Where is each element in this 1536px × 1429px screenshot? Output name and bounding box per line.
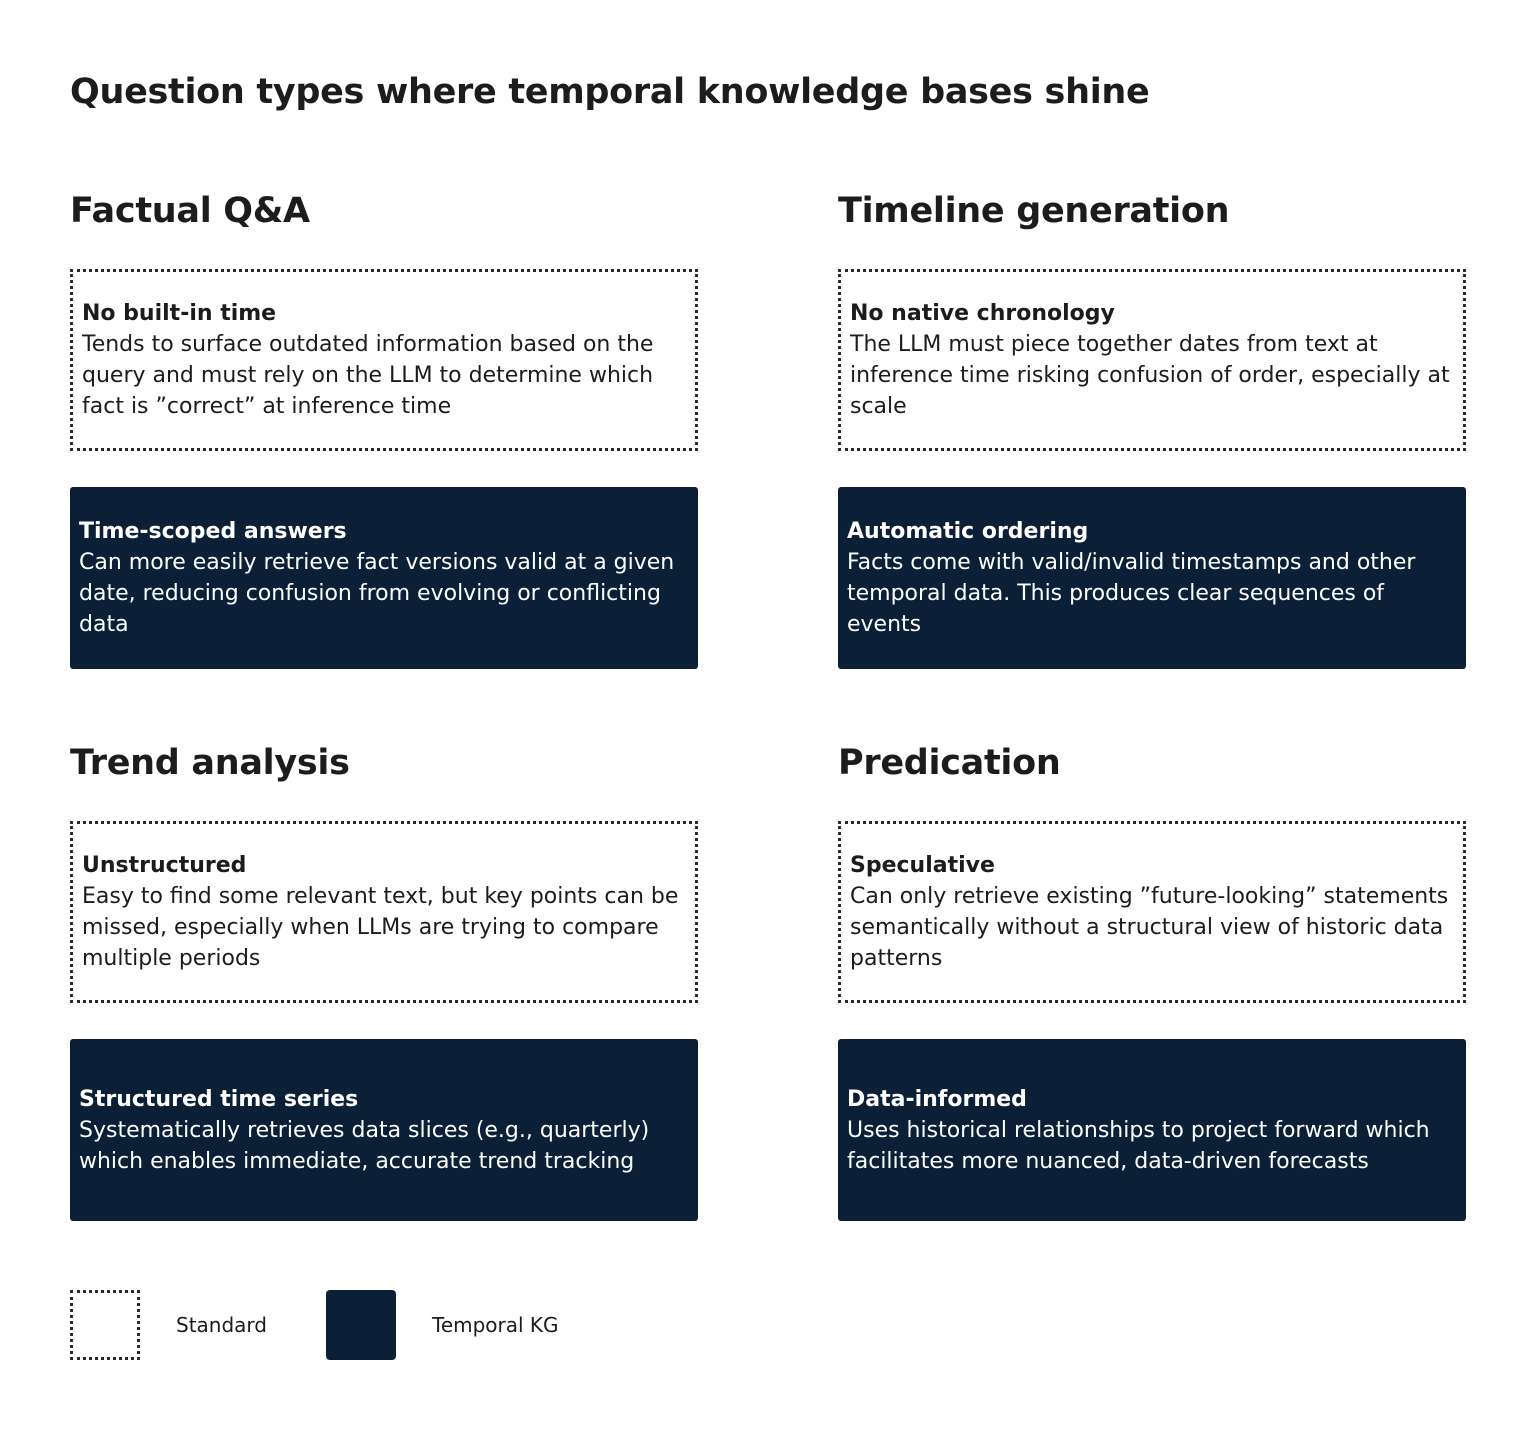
section-title: Timeline generation: [838, 191, 1230, 231]
card-body: Can only retrieve existing ”future-looking” statements semantically without a structural view of historic data patterns: [850, 884, 1449, 971]
standard-card: [70, 821, 698, 1003]
standard-card: [838, 821, 1466, 1003]
card-body: Facts come with valid/invalid timestamps and other temporal data. This produces clear sequences of events: [847, 550, 1416, 637]
section-predication: [838, 743, 1466, 1174]
temporal-card: [70, 487, 698, 669]
card-heading: Automatic ordering: [847, 519, 1089, 544]
section-title: Trend analysis: [70, 743, 350, 783]
legend-label-temporal: Temporal KG: [432, 1313, 559, 1337]
standard-card: [838, 269, 1466, 451]
page-title: Question types where temporal knowledge bases shine: [70, 72, 1150, 112]
legend-label-standard: Standard: [176, 1313, 267, 1337]
card-body: Tends to surface outdated information based on the query and must rely on the LLM to determine which fact is ”correct” at inference time: [82, 332, 654, 419]
section-trend-analysis: [70, 743, 698, 1174]
legend: [70, 1290, 770, 1360]
card-body: Uses historical relationships to project forward which facilitates more nuanced, data-driven forecasts: [847, 1117, 1430, 1174]
card-heading: Structured time series: [79, 1086, 359, 1112]
section-factual-qa: [70, 191, 698, 637]
card-heading: No native chronology: [850, 301, 1115, 326]
temporal-card: [838, 487, 1466, 669]
legend-swatch-standard: [70, 1290, 140, 1360]
card-heading: Time-scoped answers: [79, 519, 347, 544]
section-timeline-generation: [838, 191, 1466, 637]
card-body: Systematically retrieves data slices (e.g., quarterly) which enables immediate, accurate trend tracking: [79, 1117, 650, 1174]
standard-card: [70, 269, 698, 451]
section-title: Predication: [838, 743, 1061, 783]
card-body: The LLM must piece together dates from text at inference time risking confusion of order, especially at scale: [850, 332, 1450, 419]
card-heading: No built-in time: [82, 301, 277, 326]
card-heading: Data-informed: [847, 1086, 1027, 1112]
temporal-card: [838, 1039, 1466, 1221]
card-heading: Speculative: [850, 853, 995, 878]
section-title: Factual Q&A: [70, 191, 310, 231]
card-body: Can more easily retrieve fact versions valid at a given date, reducing confusion from evolving or conflicting data: [79, 550, 675, 637]
legend-swatch-temporal: [326, 1290, 396, 1360]
temporal-card: [70, 1039, 698, 1221]
card-heading: Unstructured: [82, 853, 247, 878]
card-body: Easy to find some relevant text, but key points can be missed, especially when LLMs are trying to compare multiple periods: [82, 884, 679, 971]
